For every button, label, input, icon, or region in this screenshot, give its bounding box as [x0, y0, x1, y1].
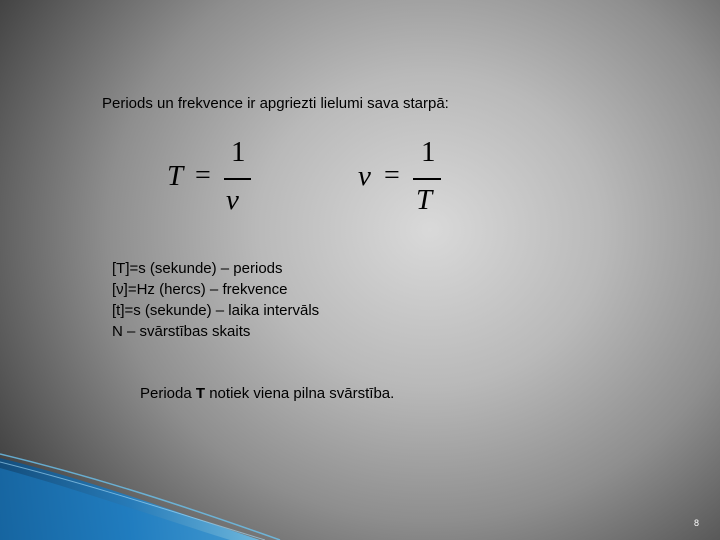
formula-frequency-numerator: 1 [421, 136, 436, 168]
formula-period-numerator: 1 [231, 136, 246, 168]
formula-frequency [356, 136, 456, 230]
formula-period [165, 136, 265, 230]
units-line: [ν]=Hz (hercs) – frekvence [112, 281, 288, 298]
formula-frequency-equals: = [384, 160, 400, 191]
formula-period-denominator: ν [226, 184, 239, 216]
formula-frequency-fraction-bar [413, 178, 441, 180]
formula-frequency-denominator: T [416, 184, 433, 216]
units-line: [t]=s (sekunde) – laika intervāls [112, 302, 320, 319]
period-statement-suffix: notiek viena pilna svārstība. [205, 385, 395, 402]
period-statement [140, 385, 394, 402]
units-line: [T]=s (sekunde) – periods [112, 260, 283, 277]
period-statement-prefix: Perioda [140, 385, 196, 402]
units-list [112, 258, 319, 342]
formula-frequency-lhs: ν [358, 160, 371, 192]
formula-period-lhs: T [167, 160, 184, 192]
units-line: N – svārstības skaits [112, 323, 251, 340]
intro-text: Periods un frekvence ir apgriezti lielumi sava starpā: [102, 95, 449, 112]
decorative-wave [0, 450, 720, 540]
period-statement-symbol: T [195, 385, 206, 402]
formula-period-fraction-bar [224, 178, 251, 180]
formula-period-equals: = [195, 160, 211, 191]
page-number: 8 [694, 518, 700, 528]
